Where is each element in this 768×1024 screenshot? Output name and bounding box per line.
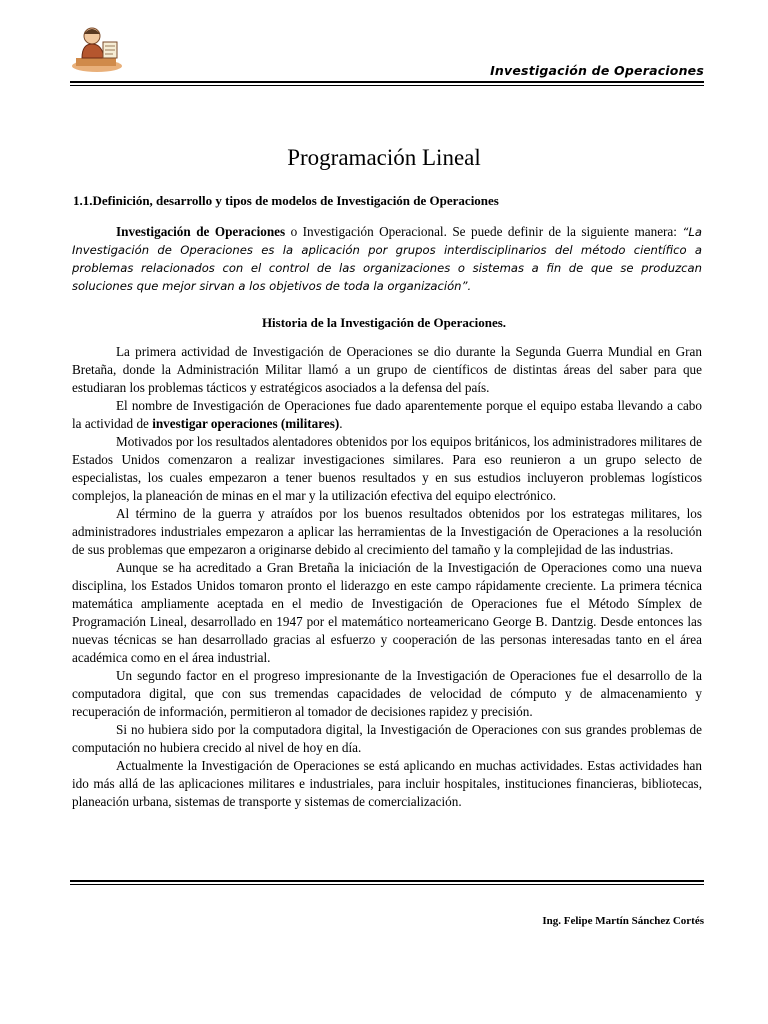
history-paragraph-3: Motivados por los resultados alentadores obtenidos por los equipos británicos, los administradores militares de Estados Unidos comenzaron a realizar investigaciones similares. Para eso reunieron a un grupo selecto de especialistas, los cuales empezaron a tener buenos resultados y en sus estudios incluyeron problemas logísticos complejos, la planeación de minas en el mar y la utilización efectiva del equipo electrónico.: [72, 434, 702, 503]
history-heading: Historia de la Investigación de Operaciones.: [261, 315, 507, 330]
scholar-at-desk-icon: [70, 22, 124, 74]
history-paragraph-5: Aunque se ha acreditado a Gran Bretaña la iniciación de la Investigación de Operaciones como una nueva disciplina, los Estados Unidos tomaron pronto el liderazgo en este campo rápidamente creciente. La primera técnica matemática ampliamente aceptada en el medio de Investigación de Operaciones fue el Método Símplex de Programación Lineal, desarrollado en 1947 por el matemático norteamericano George B. Dantzig. Desde entonces las nuevas técnicas se han desarrollado gracias al esfuerzo y cooperación de las personas interesadas tanto en el área académica como en el área industrial.: [72, 560, 702, 665]
history-p2-text: El nombre de Investigación de Operaciones fue dado aparentemente porque el equipo estaba llevando a cabo la actividad de: [72, 398, 702, 431]
intro-term: Investigación de Operaciones: [116, 224, 286, 239]
history-paragraph-6: Un segundo factor en el progreso impresionante de la Investigación de Operaciones fue el desarrollo de la computadora digital, que con sus tremendas capacidades de velocidad de cómputo y de almacenamiento y recuperación de información, permitieron al tomador de decisiones rapidez y precisión.: [72, 668, 702, 719]
history-section: [72, 343, 702, 811]
page-title: Programación Lineal: [287, 145, 481, 170]
history-paragraph-7: Si no hubiera sido por la computadora digital, la Investigación de Operaciones con sus grandes problemas de computación no hubiera crecido al nivel de hoy en día.: [72, 722, 702, 755]
history-p2-end: .: [339, 416, 343, 431]
footer-rule-thin: [70, 884, 704, 885]
definition-quote: “La Investigación de Operaciones es la aplicación por grupos interdisciplinarios del método científico a problemas relacionados con el control de las organizaciones o sistemas a fin de que se produzcan soluciones que mejor sirvan a los objetivos de toda la organización”.: [72, 225, 702, 293]
history-paragraph-8: Actualmente la Investigación de Operaciones se está aplicando en muchas actividades. Estas actividades han ido más allá de las aplicaciones militares e industriales, para incluir hospitales, instituciones financieras, bibliotecas, planeación urbana, sistemas de transporte y sistemas de comercialización.: [72, 758, 702, 809]
header-rule-thin: [70, 85, 704, 86]
header-title: Investigación de Operaciones: [490, 63, 704, 78]
intro-paragraph: [72, 223, 702, 295]
section-heading: 1.1.Definición, desarrollo y tipos de modelos de Investigación de Operaciones: [73, 193, 499, 208]
footer-author: Ing. Felipe Martín Sánchez Cortés: [542, 915, 704, 927]
history-paragraph-2: [72, 397, 702, 433]
header-rule: [70, 81, 704, 83]
history-paragraph-4: Al término de la guerra y atraídos por los buenos resultados obtenidos por los estrategas militares, los administradores industriales empezaron a aplicar las herramientas de la Investigación de Operaciones a la resolución de sus problemas que empezaron a originarse debido al crecimiento del tamaño y la complejidad de las industrias.: [72, 506, 702, 557]
history-p2-bold: investigar operaciones (militares): [152, 416, 340, 431]
history-paragraph-1: La primera actividad de Investigación de Operaciones se dio durante la Segunda Guerra Mundial en Gran Bretaña, donde la Administración Militar llamó a un grupo de científicos de distintas áreas del saber para que estudiaran los problemas tácticos y estratégicos asociados a la defensa del país.: [72, 344, 702, 395]
footer-rule: [70, 880, 704, 882]
intro-lead: o Investigación Operacional. Se puede definir de la siguiente manera:: [285, 224, 683, 239]
